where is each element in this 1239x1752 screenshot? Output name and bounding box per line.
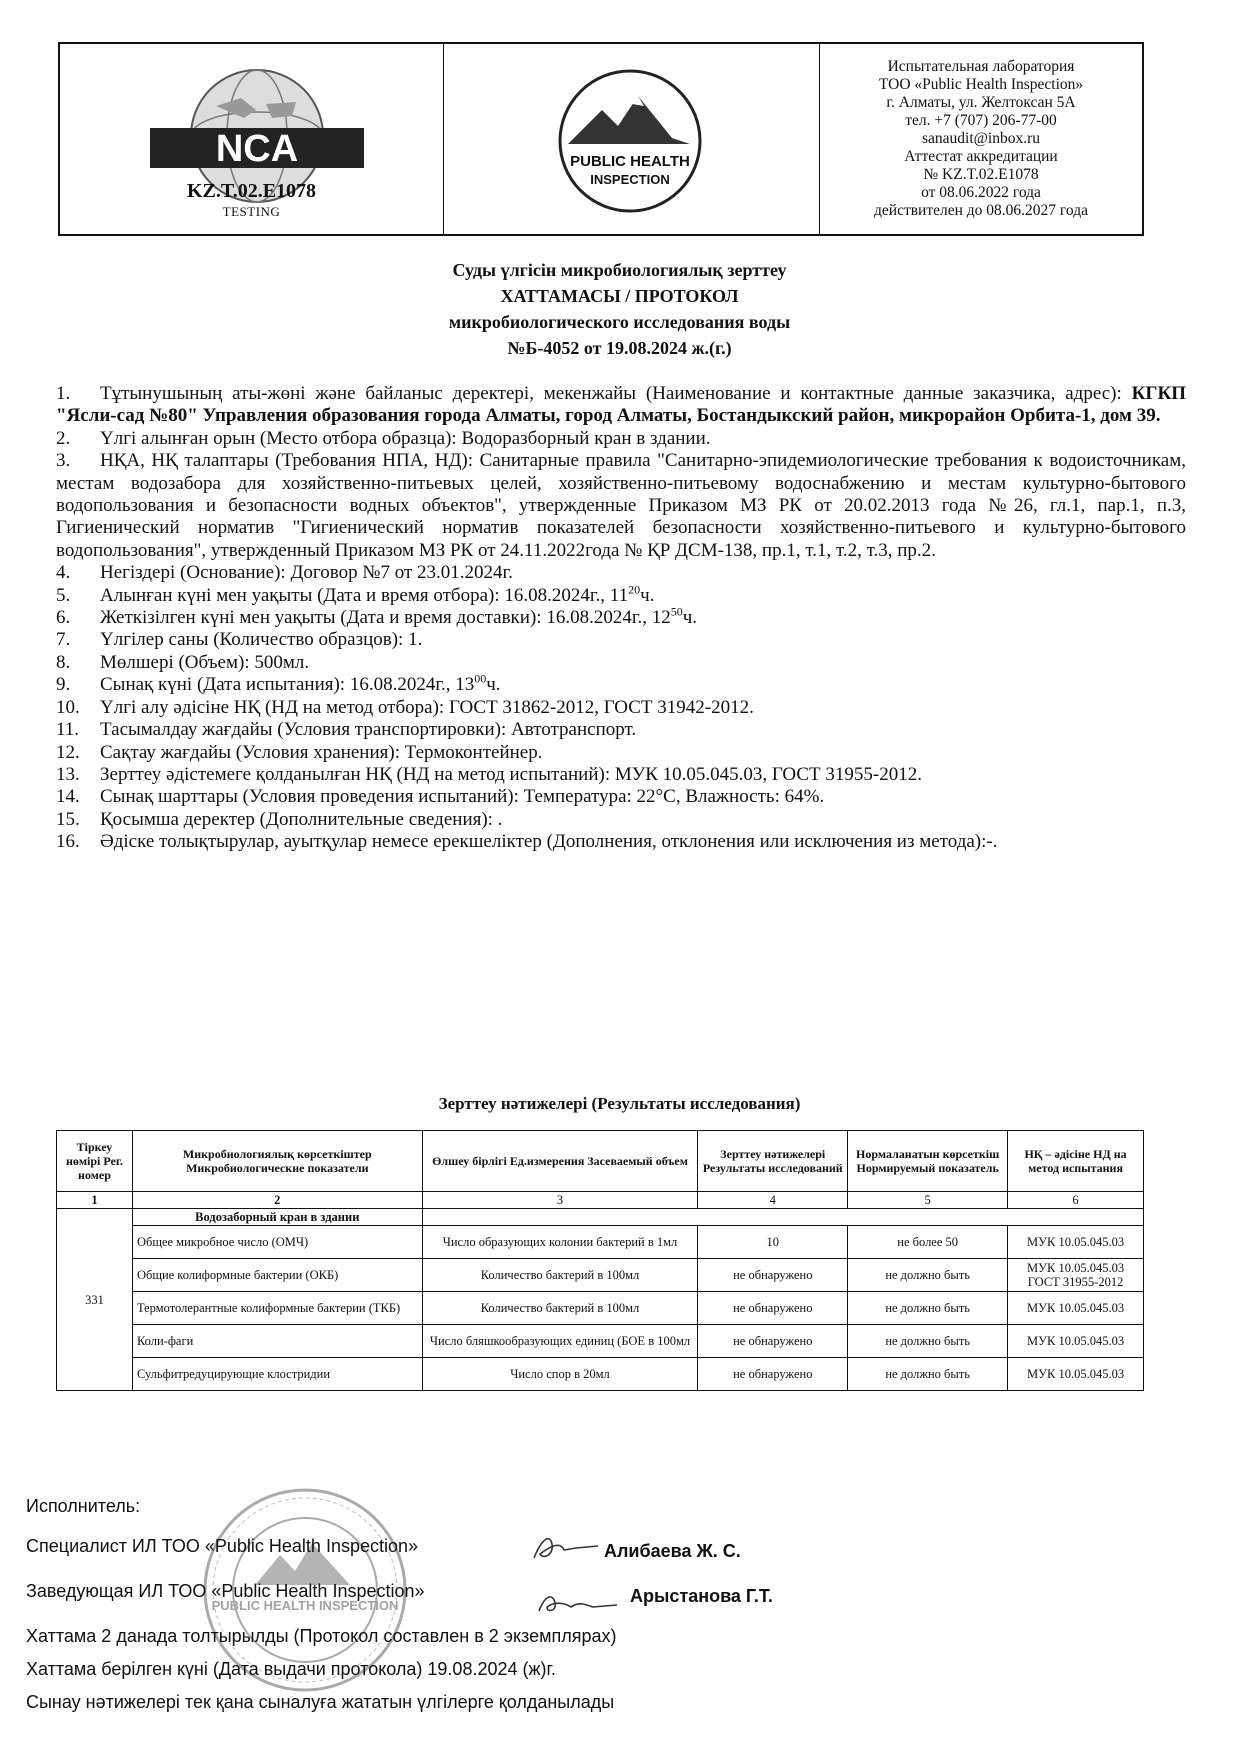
item-5: 5. Алынған күні мен уақыты (Дата и время отбора): 16.08.2024г., $11^{20}ч$. bbox=[56, 582, 655, 606]
item-1: 1. Тұтынушының аты-жөні және байланыс деректері, мекенжайы (Наименование и контактные данные заказчика, адрес): КГКП "Ясли-сад №80" Управления образования города Алматы, город Алматы, Бостандыкский район, микрорайон Орбита-1, дом 39. bbox=[56, 383, 1186, 427]
public-health-inspection-logo bbox=[540, 66, 720, 216]
method-cell: МУК 10.05.045.03 bbox=[1008, 1226, 1144, 1259]
norm-cell: не должно быть bbox=[848, 1292, 1008, 1325]
result-cell: не обнаружено bbox=[698, 1259, 848, 1292]
unit-cell: Число спор в 20мл bbox=[422, 1358, 698, 1391]
col-number: 2 bbox=[132, 1192, 422, 1209]
applicability-note: Сынау нәтижелері тек қана сыналуға жататын үлгілерге қолданылады bbox=[26, 1692, 615, 1712]
head-name: Арыстанова Г.Т. bbox=[630, 1586, 773, 1606]
title-line-2: ХАТТАМАСЫ / ПРОТОКОЛ bbox=[500, 286, 739, 306]
lab-line: ТОО «Public Health Inspection» bbox=[878, 76, 1084, 93]
item-9: 9. Сынақ күні (Дата испытания): 16.08.2024г., $13^{00}ч$. bbox=[56, 671, 501, 696]
indicator-cell: Общее микробное число (ОМЧ) bbox=[132, 1226, 422, 1259]
col-header-unit: Өлшеу бірлігі Ед.измерения Засеваемый объем bbox=[422, 1131, 698, 1192]
table-row bbox=[57, 1358, 1144, 1391]
item-12: 12. Сақтау жағдайы (Условия хранения): Термоконтейнер. bbox=[56, 741, 543, 763]
result-cell: не обнаружено bbox=[698, 1358, 848, 1391]
item-3: 3. НҚА, НҚ талаптары (Требования НПА, НД): Санитарные правила "Санитарно-эпидемиологические требования к водоисточникам, местам водозабора для хозяйственно-питьевых целей, хозяйственно-питьевому водоснабжению и местам культурно-бытового водопользования и безопасности водных объектов", утвержденные Приказом МЗ РК от 20.02.2013 года №26, гл.1, пар.1, п.3, Гигиенический норматив "Гигиенический норматив показателей безопасности хозяйственно-питьевого и культурно-бытового водопользования", утвержденный Приказом МЗ РК от 24.11.2022года № ҚР ДСМ-138, пр.1, т.1, т.2, т.3, пр.2. bbox=[56, 450, 1186, 561]
logo-text-line1: PUBLIC HEALTH bbox=[570, 153, 690, 170]
col-number: 4 bbox=[698, 1192, 848, 1209]
location-spacer bbox=[422, 1209, 1143, 1226]
logo-text-line2: INSPECTION bbox=[590, 172, 670, 187]
col-header-result: Зерттеу нәтижелері Результаты исследований bbox=[698, 1131, 848, 1192]
col-header-reg: Тіркеу нөмірі Рег. номер bbox=[57, 1131, 133, 1192]
indicator-cell: Общие колиформные бактерии (ОКБ) bbox=[132, 1259, 422, 1292]
document-header bbox=[58, 42, 1144, 236]
col-number: 1 bbox=[57, 1192, 133, 1209]
accreditation-logo-cell bbox=[60, 44, 444, 234]
results-table bbox=[56, 1130, 1144, 1391]
reg-number: 331 bbox=[57, 1209, 133, 1391]
lab-email: sanaudit@inbox.ru bbox=[921, 130, 1041, 147]
unit-cell: Число бляшкообразующих единиц (БОЕ в 100мл bbox=[422, 1325, 698, 1358]
item-13: 13. Зерттеу әдістемеге қолданылған НҚ (НД на метод испытаний): МУК 10.05.045.03, ГОСТ 31955-2012. bbox=[56, 763, 922, 785]
title-line-3: микробиологического исследования воды bbox=[448, 312, 791, 332]
table-header-row bbox=[57, 1131, 1144, 1192]
nca-logo-text: NCA bbox=[215, 128, 299, 170]
stamp-text: PUBLIC HEALTH INSPECTION bbox=[211, 1598, 399, 1613]
accreditation-testing-label: TESTING bbox=[222, 204, 281, 219]
col-number: 3 bbox=[422, 1192, 698, 1209]
method-cell: МУК 10.05.045.03 bbox=[1008, 1325, 1144, 1358]
lab-line: Аттестат аккредитации bbox=[904, 148, 1058, 165]
col-header-indicator: Микробиологиялық көрсеткіштер Микробиологические показатели bbox=[132, 1131, 422, 1192]
specialist-label: Специалист ИЛ ТОО «Public Health Inspection» bbox=[26, 1536, 419, 1556]
lab-line: г. Алматы, ул. Желтоксан 5А bbox=[886, 94, 1076, 111]
item-2: 2. Үлгі алынған орын (Место отбора образца): Водоразборный кран в здании. bbox=[56, 427, 711, 449]
signature-alibaeva-icon bbox=[530, 1530, 602, 1566]
unit-cell: Количество бактерий в 100мл bbox=[422, 1259, 698, 1292]
laboratory-info bbox=[820, 44, 1142, 234]
copies-note: Хаттама 2 данада толтырылды (Протокол составлен в 2 экземплярах) bbox=[26, 1626, 617, 1646]
method-cell: МУК 10.05.045.03 bbox=[1008, 1358, 1144, 1391]
item-15: 15. Қосымша деректер (Дополнительные сведения): . bbox=[56, 808, 503, 830]
unit-cell: Количество бактерий в 100мл bbox=[422, 1292, 698, 1325]
protocol-number: №Б-4052 от 19.08.2024 ж.(г.) bbox=[507, 338, 732, 358]
norm-cell: не должно быть bbox=[848, 1358, 1008, 1391]
company-logo-cell bbox=[444, 44, 820, 234]
item-10: 10. Үлгі алу әдісіне НҚ (НД на метод отбора): ГОСТ 31862-2012, ГОСТ 31942-2012. bbox=[56, 696, 754, 718]
result-cell: не обнаружено bbox=[698, 1325, 848, 1358]
item-4: 4. Негіздері (Основание): Договор №7 от 23.01.2024г. bbox=[56, 562, 513, 584]
accreditation-code: KZ.T.02.E1078 bbox=[186, 180, 317, 202]
norm-cell: не должно быть bbox=[848, 1325, 1008, 1358]
lab-phone: тел. +7 (707) 206-77-00 bbox=[905, 112, 1057, 129]
item-16: 16. Әдіске толықтырулар, ауытқулар немесе ерекшеліктер (Дополнения, отклонения или исключения из метода):-. bbox=[56, 831, 998, 853]
results-title: Зерттеу нәтижелері (Результаты исследования) bbox=[438, 1094, 801, 1113]
item-8: 8. Мөлшері (Объем): 500мл. bbox=[56, 651, 310, 673]
unit-cell: Число образующих колонии бактерий в 1мл bbox=[422, 1226, 698, 1259]
location-row bbox=[57, 1209, 1144, 1226]
signature-arystanova-icon bbox=[535, 1585, 619, 1619]
indicator-cell: Сульфитредуцирующие клостридии bbox=[132, 1358, 422, 1391]
item-14: 14. Сынақ шарттары (Условия проведения испытаний): Температура: 22°С, Влажность: 64%. bbox=[56, 786, 825, 808]
sampling-location: Водозаборный кран в здании bbox=[132, 1209, 422, 1226]
norm-cell: не должно быть bbox=[848, 1259, 1008, 1292]
method-cell: МУК 10.05.045.03 bbox=[1008, 1292, 1144, 1325]
result-cell: 10 bbox=[698, 1226, 848, 1259]
method-cell: МУК 10.05.045.03 ГОСТ 31955-2012 bbox=[1008, 1259, 1144, 1292]
norm-cell: не более 50 bbox=[848, 1226, 1008, 1259]
col-header-norm: Нормаланатын көрсеткіш Нормируемый показатель bbox=[848, 1131, 1008, 1192]
specialist-name: Алибаева Ж. С. bbox=[604, 1541, 741, 1561]
item-11: 11. Тасымалдау жағдайы (Условия транспортировки): Автотранспорт. bbox=[56, 719, 637, 741]
indicator-cell: Коли-фаги bbox=[132, 1325, 422, 1358]
table-row bbox=[57, 1325, 1144, 1358]
protocol-details bbox=[56, 383, 1186, 854]
executor-label: Исполнитель: bbox=[26, 1496, 141, 1516]
head-label: Заведующая ИЛ ТОО «Public Health Inspection» bbox=[26, 1581, 425, 1601]
col-number: 5 bbox=[848, 1192, 1008, 1209]
title-line-1: Суды үлгісін микробиологиялық зерттеу bbox=[452, 260, 787, 280]
lab-line: № KZ.T.02.E1078 bbox=[923, 166, 1039, 183]
issue-date: Хаттама берілген күні (Дата выдачи протокола) 19.08.2024 (ж)г. bbox=[26, 1659, 556, 1679]
lab-line: от 08.06.2022 года bbox=[921, 184, 1041, 201]
table-row bbox=[57, 1259, 1144, 1292]
lab-line: действителен до 08.06.2027 года bbox=[874, 202, 1088, 219]
lab-line: Испытательная лаборатория bbox=[887, 58, 1075, 75]
item-6: 6. Жеткізілген күні мен уақыты (Дата и время доставки): 16.08.2024г., $12^{50}ч$. bbox=[56, 604, 698, 629]
item-7: 7. Үлгілер саны (Количество образцов): 1. bbox=[56, 629, 423, 651]
col-header-method: НҚ – әдісіне НД на метод испытания bbox=[1008, 1131, 1144, 1192]
result-cell: не обнаружено bbox=[698, 1292, 848, 1325]
column-number-row bbox=[57, 1192, 1144, 1209]
col-number: 6 bbox=[1008, 1192, 1144, 1209]
table-row bbox=[57, 1292, 1144, 1325]
table-row bbox=[57, 1226, 1144, 1259]
indicator-cell: Термотолерантные колиформные бактерии (ТКБ) bbox=[132, 1292, 422, 1325]
